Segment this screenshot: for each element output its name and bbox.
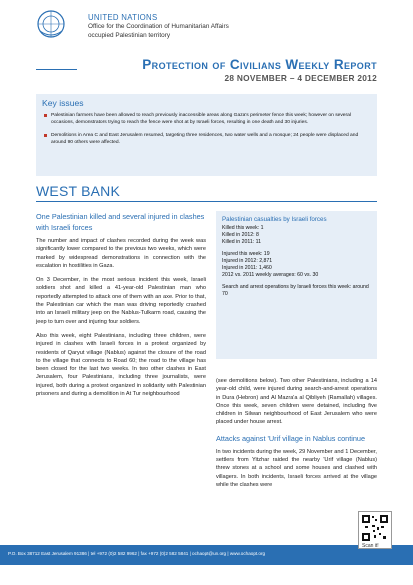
stat-line: 2012 vs. 2011 weekly averages: 60 vs. 30 [222, 272, 319, 278]
key-issues-title: Key issues [42, 98, 84, 108]
un-emblem-icon [36, 9, 66, 39]
title-rule [36, 69, 77, 70]
left-column [36, 211, 206, 404]
right-column [216, 377, 377, 495]
section-rule [36, 201, 377, 202]
stat-line: Killed this week: 1 [222, 225, 264, 231]
report-dates: 28 NOVEMBER – 4 DECEMBER 2012 [224, 73, 377, 83]
footer-contact: P.O. Box 38712 East Jerusalem 91386 | tel +972 (0)2 582 9962 | fax +972 (0)2 582 5841 | ochaopt@un.org | www.ochaopt.org [8, 551, 266, 556]
scan-label: Scan it! [362, 543, 379, 549]
stat-line: Killed in 2011: 11 [222, 239, 262, 245]
stat-line: Search and arrest operations by Israeli forces this week: around 70 [222, 284, 369, 297]
key-issues-box [36, 94, 377, 176]
bullet-icon [44, 134, 47, 137]
stats-title: Palestinian casualties by Israeli forces [222, 216, 327, 223]
article-paragraph: The number and impact of clashes recorded during the week was significantly lower compared to the previous two weeks, which were marked by widespread demonstrations in connection with the escalation in hostilities in Gaza. [36, 238, 206, 269]
article-paragraph: In two incidents during the week, 29 November and 1 December, settlers from Yitzhar raided the nearby 'Urif village (Nablus) threw stones at a school and some houses and clashed with villagers. In both incidents, Israeli forces arrived at the village while the clashes were [216, 448, 377, 488]
qr-code[interactable] [358, 511, 392, 549]
stat-line: Injured this week: 19 [222, 251, 270, 257]
casualties-stats-box [216, 211, 377, 359]
key-issue-item [42, 132, 371, 147]
stat-line: Killed in 2012: 8 [222, 232, 259, 238]
org-name: UNITED NATIONS [88, 13, 158, 22]
article-subheading: One Palestinian killed and several injured in clashes with Israeli forces [36, 212, 205, 232]
article-paragraph: On 3 December, in the most serious incident this week, Israeli soldiers shot and killed a 41-year-old Palestinian man who reportedly attempted to attack one of them with an axe. Prior to that, the Palestinian car which the man was driving reportedly crashed into an Israeli military jeep on the Nablus-Tulkarm road, causing the jeep to turn over and injuring four soldiers. [36, 277, 206, 325]
page-footer [0, 545, 413, 565]
key-issue-text: Demolitions in Area C and East Jerusalem resumed, targeting three residences, two water wells and a mosque; 24 people were displaced and around 90 others were affected. [51, 132, 359, 146]
bullet-icon [44, 114, 47, 117]
org-subtitle: Office for the Coordination of Humanitarian Affairs [88, 23, 229, 30]
article-paragraph: (see demolitions below). Two other Palestinians, including a 14 year-old child, were injured during search-and-arrest operations in Dura (Hebron) and Al Mazra'a al Qibliyeh (Ramallah) villages. Once this week, seven children were detained, including five children in Silwan neighbourhood of East Jerusalem who were placed under house arrest. [216, 378, 377, 426]
stat-line: Injured in 2011: 1,460 [222, 265, 272, 271]
stat-line: Injured in 2012: 2,871 [222, 258, 273, 264]
report-title-bar [36, 57, 377, 83]
org-region: occupied Palestinian territory [88, 32, 171, 39]
key-issue-text: Palestinian farmers have been allowed to reach previously inaccessible areas along Gaza's perimeter fence this week; however on several occasions, demonstrators trying to reach the fence were shot at by Israeli forces, resulting in one death and 30 injuries. [51, 113, 351, 126]
report-title: Protection of Civilians Weekly Report [142, 57, 377, 72]
key-issue-item [42, 112, 371, 127]
qr-code-icon [362, 515, 388, 541]
article-paragraph: Also this week, eight Palestinians, including three children, were injured in clashes with Israeli forces in a protest organized by residents of Qaryut village (Nablus) against the closure of the road to the village that connects to Road 60; the road to the village has been closed for the last two weeks. In two other clashes in East Jerusalem, four Palestinians, including three journalists, were injured, both during a protest organized in solidarity with Palestinian prisoners and during a demolition in At Tur neighbourhood [36, 332, 206, 398]
page-header [0, 0, 413, 50]
section-heading: WEST BANK [36, 183, 121, 199]
article-subheading: Attacks against 'Urif village in Nablus continue [216, 433, 366, 443]
